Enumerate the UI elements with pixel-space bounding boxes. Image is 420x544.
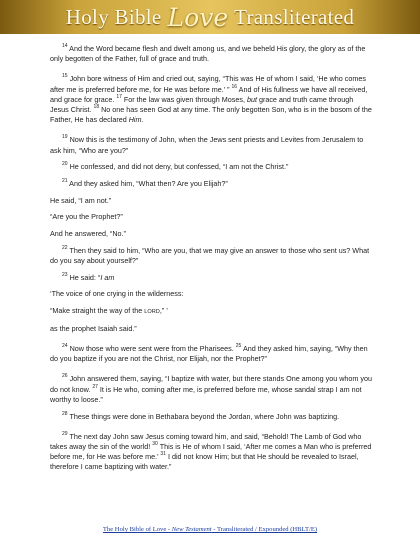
verse-text-italic: but bbox=[246, 94, 257, 104]
verse-text: For the law was given through Moses, bbox=[123, 94, 245, 104]
verse-text-italic: Him. bbox=[128, 115, 144, 125]
verse-text: I did not know Him; but that He should be revealed to Israel, therefore I came baptizing with water.” bbox=[50, 452, 359, 472]
paragraph-v29 bbox=[50, 432, 372, 473]
verse-text: The next day John saw Jesus coming toward him, and said, “Behold! The Lamb of God who takes away the sin of the world! bbox=[50, 431, 362, 451]
footer-text: The Holy Bible of Love - bbox=[102, 526, 172, 533]
verse-number: 25 bbox=[235, 343, 242, 350]
scripture-text bbox=[50, 44, 372, 479]
verse-text-italic: I am bbox=[100, 272, 115, 282]
verse-number: 28 bbox=[62, 410, 68, 417]
verse-text: Now those who were sent were from the Pharisees. bbox=[69, 344, 234, 354]
verse-text-smallcaps: LORD bbox=[144, 309, 160, 316]
verse-number: 20 bbox=[62, 161, 68, 168]
verse-text: These things were done in Bethabara beyond the Jordan, where John was baptizing. bbox=[69, 411, 340, 421]
verse-number: 31 bbox=[160, 451, 166, 458]
verse-text: grace and truth came through Jesus Christ. bbox=[50, 94, 354, 115]
verse-text: And they asked him, saying, “Why then do you baptize if you are not the Christ, nor Elijah, nor the Prophet?” bbox=[50, 344, 368, 364]
paragraph-v22 bbox=[50, 246, 372, 266]
header-banner bbox=[0, 0, 420, 34]
verse-text: He said, “I am not.” bbox=[50, 195, 112, 205]
verse-text: He confessed, and did not deny, but confessed, “I am not the Christ.” bbox=[69, 162, 289, 172]
verse-number: 15 bbox=[62, 73, 68, 80]
verse-text: “Make straight the way of the bbox=[50, 306, 145, 316]
verse-number: 16 bbox=[231, 83, 238, 90]
paragraph-v14 bbox=[50, 44, 372, 64]
paragraph-v21 bbox=[50, 179, 372, 189]
paragraph-v24 bbox=[50, 344, 372, 364]
verse-number: 21 bbox=[62, 178, 68, 185]
verse-text: ,” ’ bbox=[159, 306, 168, 316]
header-title-part2: Transliterated bbox=[234, 4, 355, 29]
paragraph-v23-quote2 bbox=[50, 306, 372, 317]
verse-text: And he answered, “No.” bbox=[50, 229, 126, 239]
paragraph-v21-answer bbox=[50, 229, 372, 239]
verse-text: Then they said to him, “Who are you, that we may give an answer to those who sent us? What do you say about yourself?” bbox=[50, 245, 370, 266]
paragraph-v28 bbox=[50, 412, 372, 422]
paragraph-v23-end bbox=[50, 324, 372, 334]
paragraph-v23-quote bbox=[50, 289, 372, 299]
verse-number: 19 bbox=[62, 134, 68, 141]
verse-text: He said: “ bbox=[69, 272, 101, 282]
verse-text: Now this is the testimony of John, when the Jews sent priests and Levites from Jerusalem to ask him, “Who are you?” bbox=[50, 135, 364, 155]
verse-text: And of His fullness we have all received, and grace for grace. bbox=[50, 84, 368, 104]
verse-text: This is He of whom I said, ‘After me comes a Man who is preferred before me, for He was before me.’ bbox=[50, 441, 372, 462]
header-title-part1: Holy Bible bbox=[65, 4, 162, 29]
paragraph-v26 bbox=[50, 374, 372, 405]
header-title-love: Love bbox=[167, 2, 229, 32]
verse-text: “Are you the Prophet?” bbox=[50, 212, 123, 222]
verse-text: It is He who, coming after me, is preferred before me, whose sandal strap I am not worthy to loose.” bbox=[50, 384, 362, 404]
verse-number: 18 bbox=[93, 104, 100, 111]
verse-text: as the prophet Isaiah said.” bbox=[50, 323, 137, 333]
verse-number: 26 bbox=[62, 373, 68, 380]
verse-number: 17 bbox=[116, 93, 122, 100]
paragraph-v21-question bbox=[50, 212, 372, 222]
verse-text: And they asked him, “What then? Are you Elijah?” bbox=[69, 179, 228, 189]
verse-text: No one has seen God at any time. The only begotten Son, who is in the bosom of the Father, He has declared bbox=[50, 105, 372, 125]
footer-text: - Transliterated / Expounded (HBLT/E) bbox=[211, 526, 318, 533]
footer-text-italic: New Testament bbox=[171, 526, 212, 533]
verse-text: ‘The voice of one crying in the wilderness: bbox=[50, 289, 184, 299]
verse-text: John bore witness of Him and cried out, saying, “This was He of whom I said, ‘He who comes after me is preferred before me, for He was before me.’ ” bbox=[50, 74, 366, 94]
paragraph-v23 bbox=[50, 273, 372, 283]
paragraph-v15 bbox=[50, 74, 372, 125]
paragraph-v21-reply bbox=[50, 196, 372, 206]
verse-number: 29 bbox=[62, 430, 68, 437]
verse-number: 30 bbox=[152, 440, 158, 447]
verse-text: John answered them, saying, “I baptize with water, but there stands One among you whom you do not know. bbox=[50, 374, 373, 394]
verse-number: 22 bbox=[62, 244, 68, 251]
verse-number: 27 bbox=[92, 383, 98, 390]
verse-text: And the Word became flesh and dwelt among us, and we beheld His glory, the glory as of the only begotten of the Father, full of grace and truth. bbox=[50, 44, 366, 64]
paragraph-v20 bbox=[50, 162, 372, 172]
footer-link[interactable] bbox=[0, 526, 420, 533]
verse-number: 23 bbox=[62, 271, 68, 278]
verse-number: 24 bbox=[62, 343, 68, 350]
verse-number: 14 bbox=[62, 43, 68, 49]
paragraph-v19 bbox=[50, 135, 372, 155]
